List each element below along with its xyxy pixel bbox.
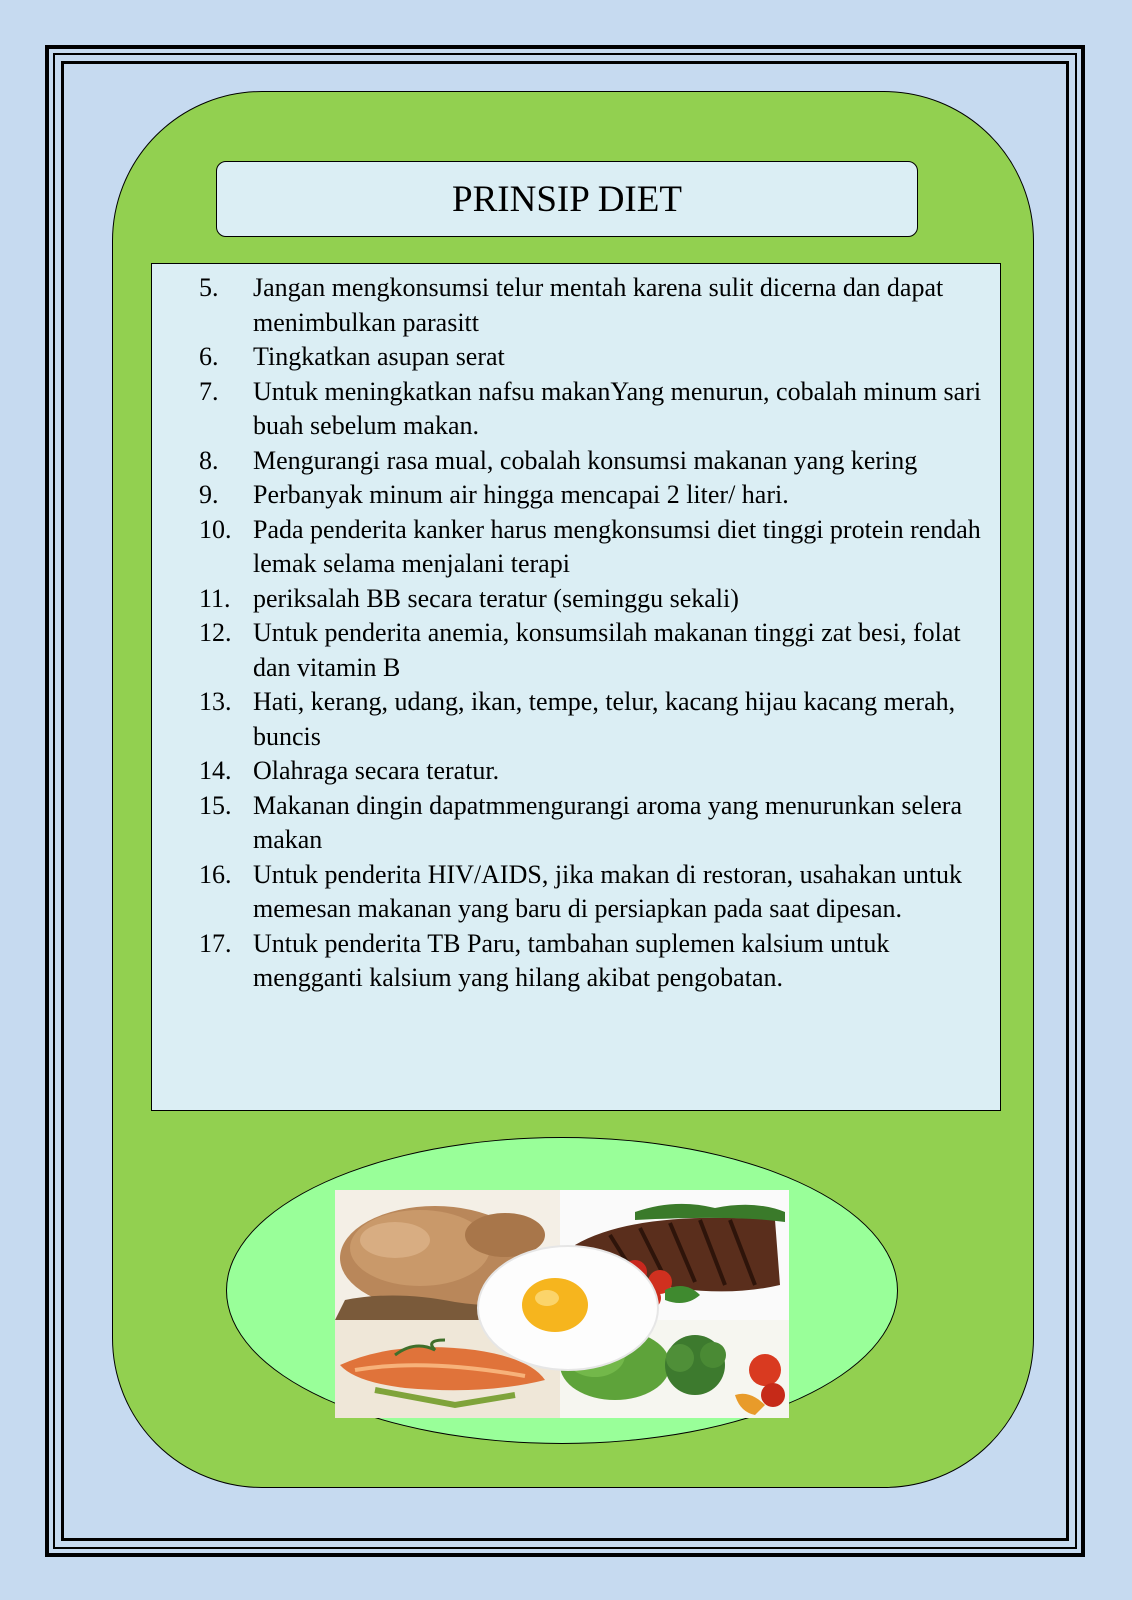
fried-egg-image [478, 1246, 658, 1370]
list-item [199, 685, 999, 754]
item-text: Mengurangi rasa mual, cobalah konsumsi makanan yang kering [253, 445, 918, 475]
list-item [199, 513, 999, 582]
list-item [199, 478, 999, 513]
item-text: Untuk penderita anemia, konsumsilah makanan tinggi zat besi, folat dan vitamin B [253, 618, 961, 682]
list-item [199, 444, 999, 479]
item-text: Pada penderita kanker harus mengkonsumsi diet tinggi protein rendah lemak selama menjalani terapi [253, 514, 981, 578]
item-number: 9. [199, 480, 219, 509]
item-number: 12. [199, 618, 232, 647]
list-item [199, 858, 999, 927]
list-item [199, 754, 999, 789]
list-item [199, 616, 999, 685]
food-collage-image [335, 1190, 789, 1418]
item-text: Untuk penderita HIV/AIDS, jika makan di restoran, usahakan untuk memesan makanan yang baru di persiapkan pada saat dipesan. [253, 859, 963, 923]
item-text: Hati, kerang, udang, ikan, tempe, telur, kacang hijau kacang merah, buncis [253, 687, 956, 751]
item-number: 5. [199, 273, 219, 302]
list-item [199, 582, 999, 617]
item-text: Tingkatkan asupan serat [253, 342, 505, 371]
list-item [199, 375, 999, 444]
diet-principles-list [199, 271, 999, 996]
item-text: Jangan mengkonsumsi telur mentah karena sulit dicerna dan dapat menimbulkan parasitt [253, 273, 944, 337]
item-number: 10. [199, 514, 232, 544]
item-number: 11. [199, 583, 231, 613]
item-text: Makanan dingin dapatmmengurangi aroma yang menurunkan selera makan [253, 790, 962, 854]
list-item [199, 340, 999, 375]
item-text: periksalah BB secara teratur (seminggu sekali) [253, 583, 739, 613]
title-box [216, 161, 918, 237]
item-number: 14. [199, 756, 232, 785]
item-number: 16. [199, 859, 232, 889]
item-number: 17. [199, 928, 232, 958]
list-item [199, 789, 999, 858]
page-title: PRINSIP DIET [452, 178, 682, 220]
item-text: Olahraga secara teratur. [253, 756, 500, 785]
item-text: Untuk meningkatkan nafsu makanYang menurun, cobalah minum sari buah sebelum makan. [253, 376, 982, 440]
item-number: 6. [199, 342, 219, 371]
item-text: Untuk penderita TB Paru, tambahan suplemen kalsium untuk mengganti kalsium yang hilang akibat pengobatan. [253, 928, 890, 992]
item-number: 8. [199, 445, 219, 475]
list-item [199, 927, 999, 996]
item-number: 7. [199, 376, 219, 406]
item-text: Perbanyak minum air hingga mencapai 2 liter/ hari. [253, 480, 789, 509]
item-number: 13. [199, 687, 232, 716]
item-number: 15. [199, 790, 232, 820]
list-item [199, 271, 999, 340]
